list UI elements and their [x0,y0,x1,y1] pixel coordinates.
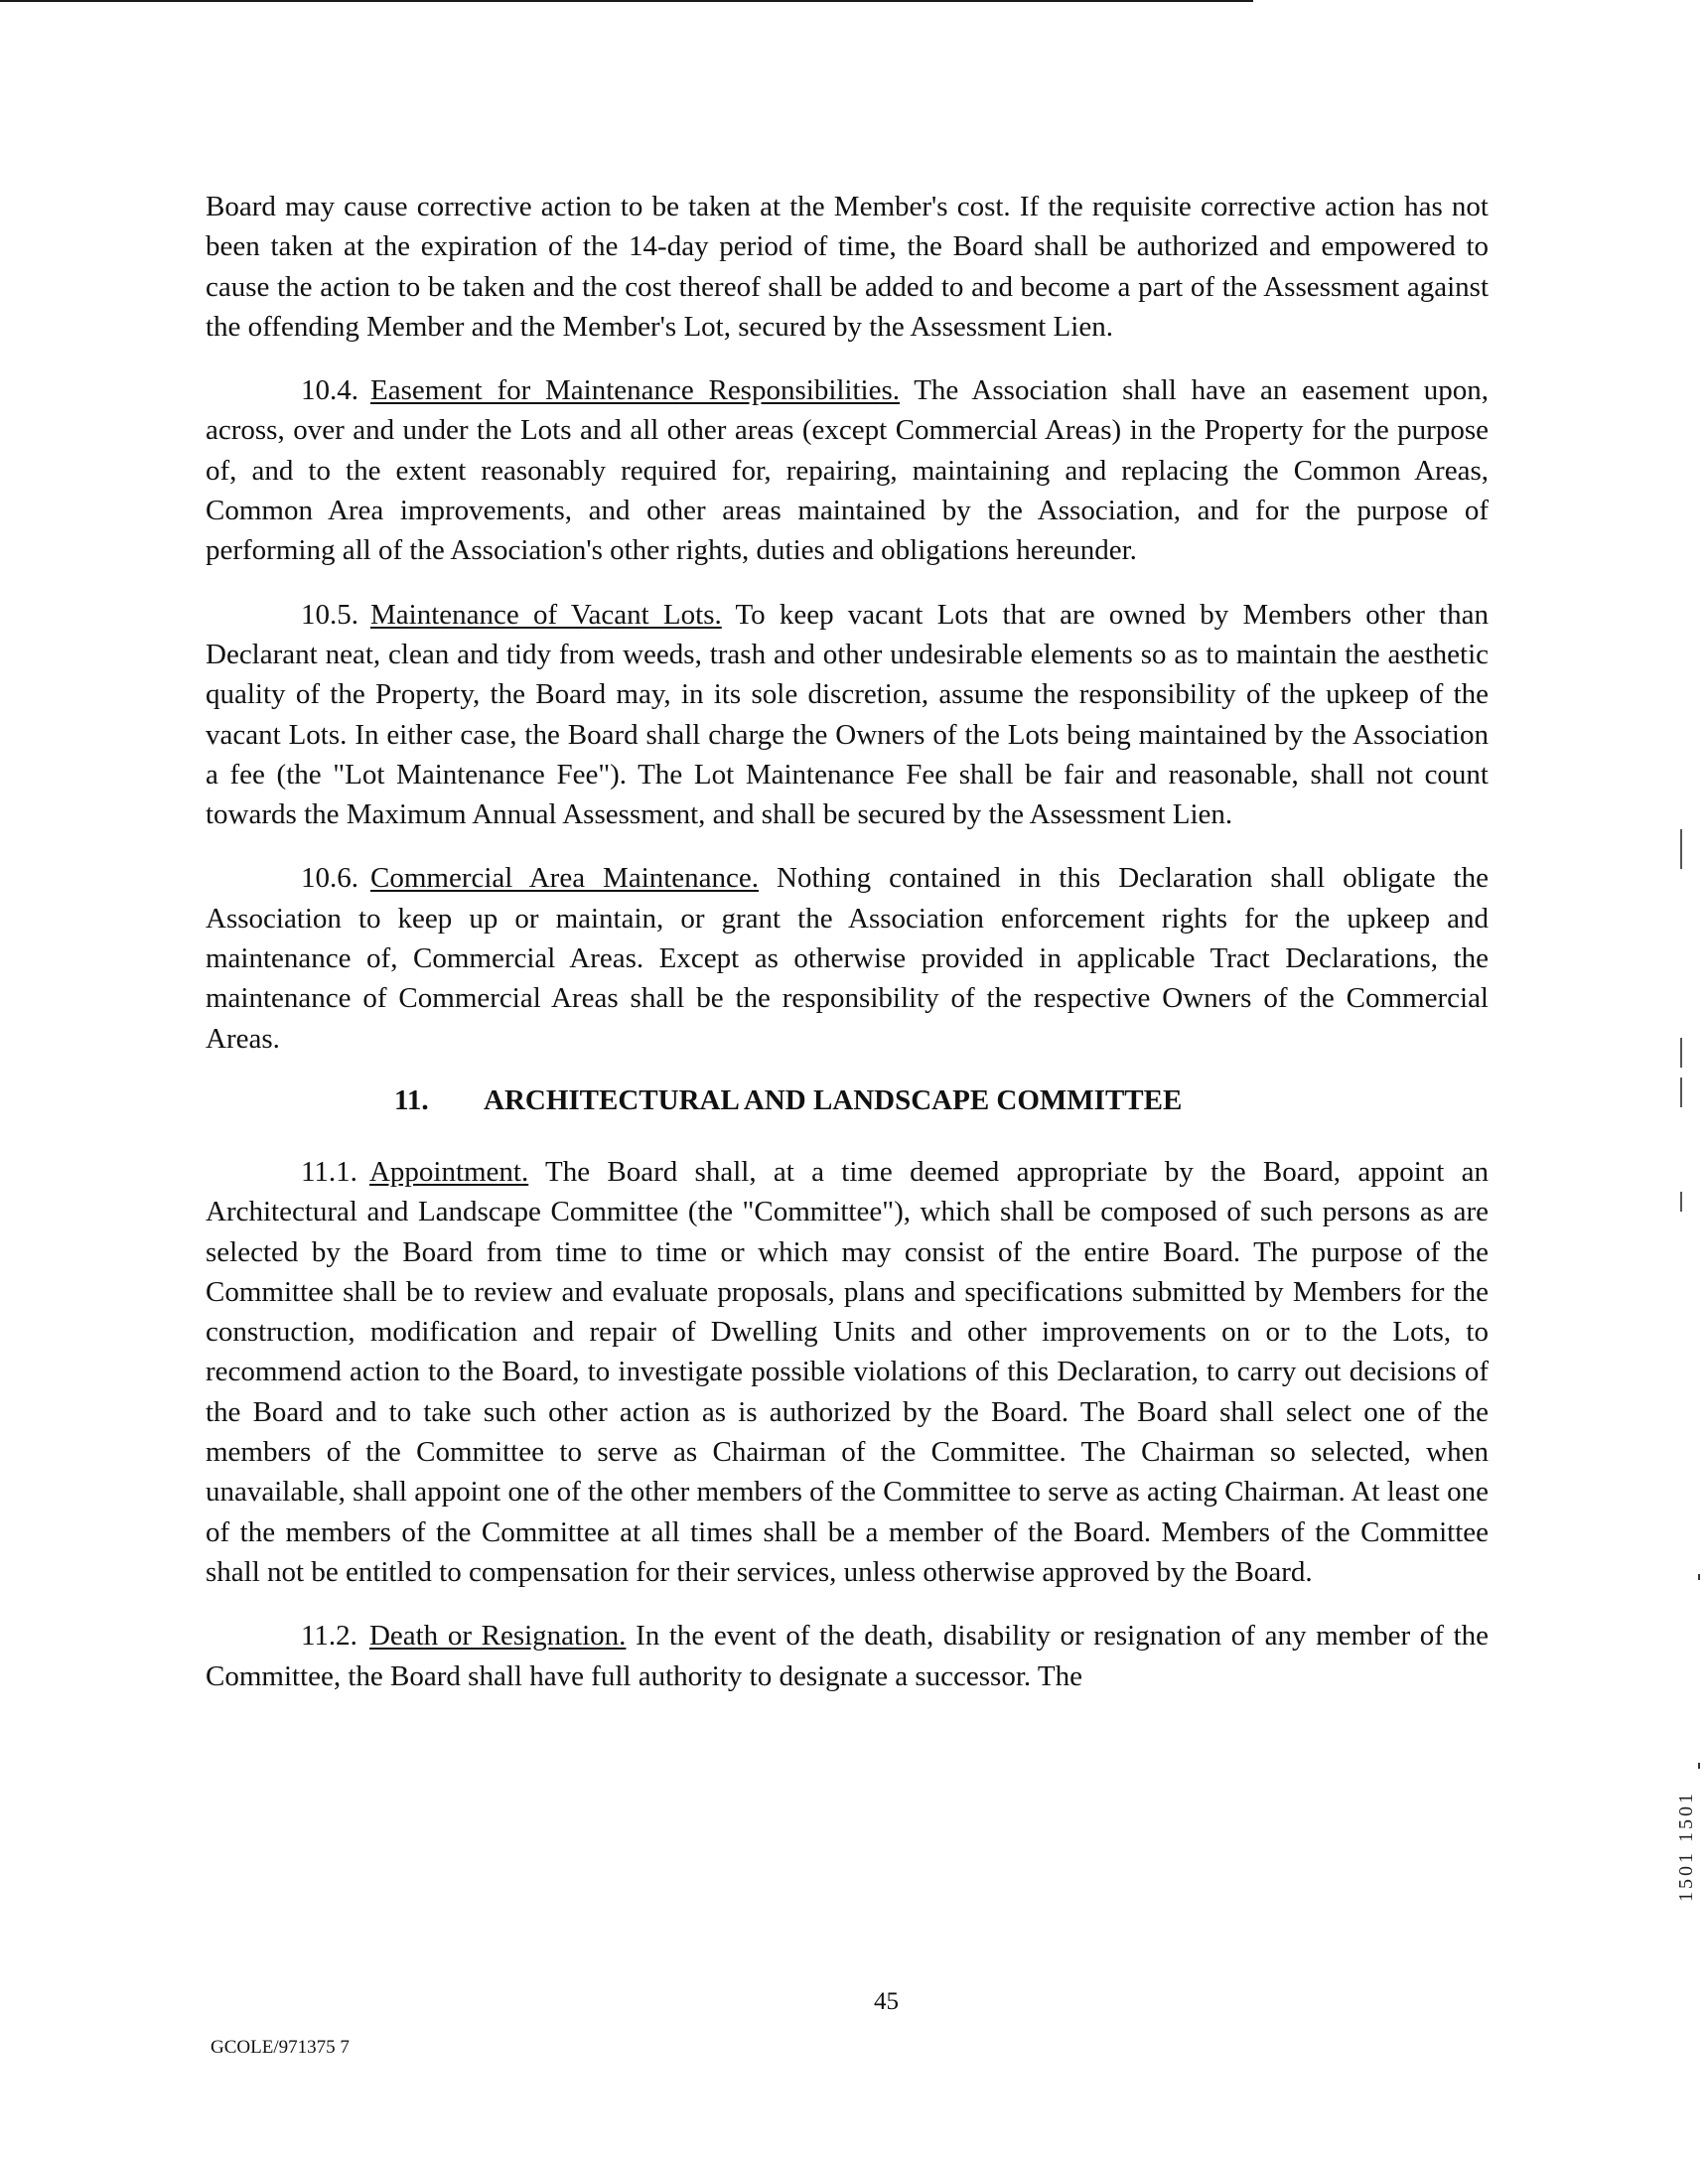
paragraph-heading: Appointment. [368,1155,529,1188]
paragraph-heading: Death or Resignation. [368,1620,627,1653]
section-title: ARCHITECTURAL AND LANDSCAPE COMMITTEE [484,1083,1183,1116]
scan-edge-mark [1680,1192,1682,1212]
paragraph-text: Board may cause corrective action to be taken at the Member's cost. If the requisite corrective action has not been taken at the expiration of the 14-day period of time, the Board shall be authorized and empowered to cause the action to be taken and the cost thereof shall be added to and become a part of the Assessment against the offending Member and the Member's Lot, secured by the Assessment Lien. [206,191,1489,343]
stamp-tick [1698,1763,1700,1769]
paragraph-10-5 [206,595,1489,835]
paragraph-11-1 [206,1152,1489,1592]
paragraph-body: The Board shall, at a time deemed appropriate by the Board, appoint an Architectural and Landscape Committee (the "Committee"), which shall be composed of such persons as are selected by the Board from time to time or which may consist of the entire Board. The purpose of the Committee shall be to review and evaluate proposals, plans and specifications submitted by Members for the construction, modification and repair of Dwelling Units and other improvements on or to the Lots, to recommend action to the Board, to investigate possible violations of this Declaration, to carry out decisions of the Board and to take such other action as is authorized by the Board. The Board shall select one of the members of the Committee to serve as Chairman of the Committee. The Chairman so selected, when unavailable, shall appoint one of the other members of the Committee to serve as acting Chairman. At least one of the members of the Committee at all times shall be a member of the Board. Members of the Committee shall not be entitled to compensation for their services, unless otherwise approved by the Board. [206,1155,1489,1588]
paragraph-11-2 [206,1616,1489,1696]
paragraph-heading: Commercial Area Maintenance. [370,862,760,895]
scan-edge-mark [1680,1038,1682,1068]
paragraph-body: The Association shall have an easement upon, across, over and under the Lots and all other areas (except Commercial Areas) in the Property for the purpose of, and to the extent reasonably required for, repairing, maintaining and replacing the Common Areas, Common Area improvements, and other areas maintained by the Association, and for the purpose of performing all of the Association's other rights, duties and obligations hereunder. [206,374,1489,567]
document-body [206,187,1489,1720]
paragraph-number: 11.1. [301,1155,357,1188]
section-number: 11. [394,1083,429,1116]
section-heading [206,1082,1489,1118]
paragraph-number: 10.5. [301,598,358,631]
paragraph-number: 10.6. [301,862,358,895]
scan-edge-mark [1680,829,1682,869]
top-scan-border [0,0,1253,2]
paragraph-heading: Easement for Maintenance Responsibilities. [370,374,901,407]
paragraph-body: Nothing contained in this Declaration shall obligate the Association to keep up or maintain, or grant the Association enforcement rights for the upkeep and maintenance of, Commercial Areas. Except as otherwise provided in applicable Tract Declarations, the maintenance of Commercial Areas shall be the responsibility of the respective Owners of the Commercial Areas. [206,862,1489,1055]
paragraph-10-4 [206,370,1489,570]
scan-edge-mark [1680,1078,1682,1107]
paragraph-number: 11.2. [301,1620,357,1653]
document-id: GCOLE/971375 7 [211,2037,350,2058]
recording-stamp [1668,1564,1708,1922]
paragraph-10-6 [206,858,1489,1058]
recording-stamp-text: 1501 1501 [1675,1791,1697,1902]
paragraph-body: In the event of the death, disability or resignation of any member of the Committee, the Board shall have full authority to designate a successor. The [206,1620,1489,1692]
paragraph-continuation [206,187,1489,347]
paragraph-number: 10.4. [301,374,358,407]
stamp-tick [1698,1574,1700,1580]
paragraph-heading: Maintenance of Vacant Lots. [370,598,722,631]
paragraph-body: To keep vacant Lots that are owned by Members other than Declarant neat, clean and tidy from weeds, trash and other undesirable elements so as to maintain the aesthetic quality of the Property, the Board may, in its sole discretion, assume the responsibility of the upkeep of the vacant Lots. In either case, the Board shall charge the Owners of the Lots being maintained by the Association a fee (the "Lot Maintenance Fee"). The Lot Maintenance Fee shall be fair and reasonable, shall not count towards the Maximum Annual Assessment, and shall be secured by the Assessment Lien. [206,598,1489,831]
page-number: 45 [874,1988,899,2015]
